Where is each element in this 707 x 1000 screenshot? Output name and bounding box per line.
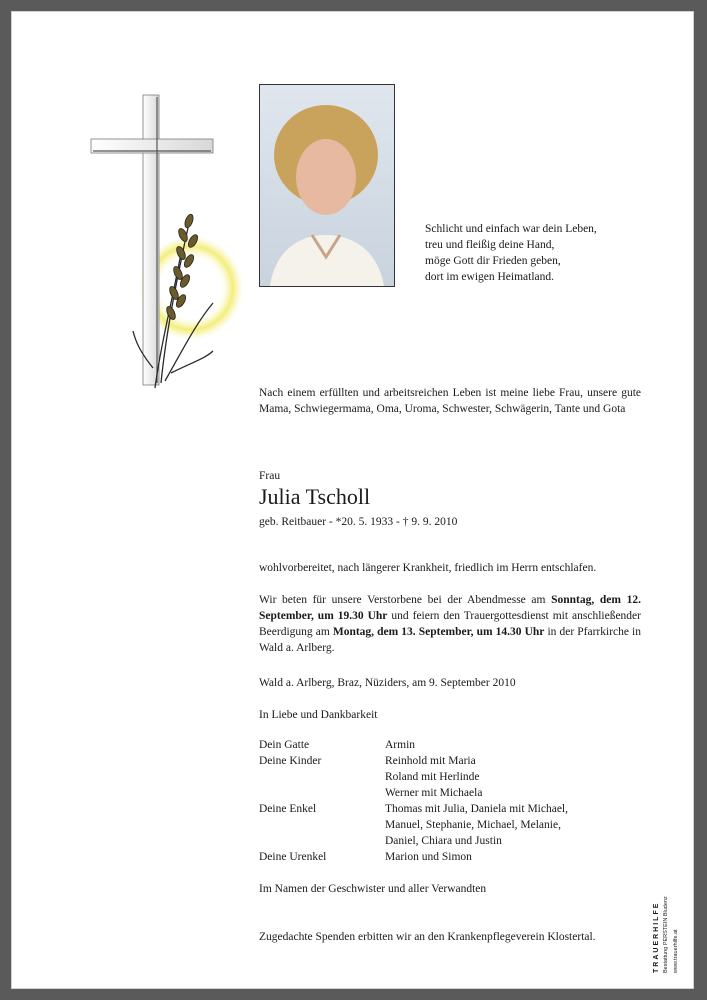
poem-line: treu und fleißig deine Hand, — [425, 239, 555, 251]
family-relation: Deine Kinder — [259, 755, 322, 767]
funeral-home-logo — [651, 879, 687, 975]
poem — [425, 221, 645, 285]
family-name: Reinhold mit Maria — [385, 755, 476, 767]
deceased-name: Julia Tscholl — [259, 484, 371, 509]
family-name: Werner mit Michaela — [385, 787, 483, 799]
mass-date: Sonntag, dem 12. September, um 19.30 Uhr — [259, 594, 641, 622]
closing-line: In Liebe und Dankbarkeit — [259, 709, 378, 721]
poem-line: möge Gott dir Frieden geben, — [425, 255, 561, 267]
poem-line: dort im ewigen Heimatland. — [425, 271, 555, 283]
family-row — [259, 849, 649, 865]
family-names — [385, 753, 649, 801]
intro-text: Nach einem erfüllten und arbeitsreichen Leben ist meine liebe Frau, unsere gute Mama, Schwiegermama, Oma, Uroma, Schwester, Schwägerin, Tante und Gota — [259, 387, 641, 415]
funeral-text: Wir beten für unsere Verstorbene bei der Abendmesse am — [259, 594, 552, 606]
family-list — [259, 737, 649, 865]
logo-title: TRAUERHILFE — [653, 901, 660, 973]
family-row — [259, 801, 649, 849]
funeral-details — [259, 592, 641, 656]
family-name: Marion und Simon — [385, 851, 472, 863]
burial-date: Montag, dem 13. September, um 14.30 Uhr — [332, 626, 545, 638]
family-relation: Deine Enkel — [259, 803, 317, 815]
relatives-line: Im Namen der Geschwister und aller Verwandten — [259, 883, 487, 895]
donation-note: Zugedachte Spenden erbitten wir an den Krankenpflegeverein Klostertal. — [259, 931, 596, 943]
family-relation: Deine Urenkel — [259, 851, 327, 863]
funeral-text: und feiern den Trauergottesdienst mit anschließender Beerdigung am — [259, 610, 641, 638]
family-names — [385, 801, 649, 849]
passing-text: wohlvorbereitet, nach längerer Krankheit, friedlich im Herrn entschlafen. — [259, 562, 597, 574]
place-date: Wald a. Arlberg, Braz, Nüziders, am 9. September 2010 — [259, 677, 516, 689]
family-name: Daniel, Chiara und Justin — [385, 835, 502, 847]
family-row — [259, 737, 649, 753]
family-names — [385, 849, 649, 865]
poem-line: Schlicht und einfach war dein Leben, — [425, 223, 597, 235]
family-names — [385, 737, 649, 753]
life-dates: geb. Reitbauer - *20. 5. 1933 - † 9. 9. 2010 — [259, 516, 458, 528]
cross-wheat-icon — [81, 83, 281, 413]
family-name: Roland mit Herlinde — [385, 771, 480, 783]
family-relation: Dein Gatte — [259, 739, 310, 751]
funeral-text: in der Pfarrkirche in Wald a. Arlberg. — [259, 626, 641, 654]
portrait-photo — [259, 84, 395, 287]
family-name: Thomas mit Julia, Daniela mit Michael, — [385, 803, 569, 815]
logo-subtitle: Bestattung PERSTEIN Bludenz — [663, 896, 669, 973]
family-name: Manuel, Stephanie, Michael, Melanie, — [385, 819, 561, 831]
logo-website: www.trauerhilfe.at — [673, 929, 679, 973]
obituary-card — [11, 11, 694, 989]
family-row — [259, 753, 649, 801]
salutation: Frau — [259, 470, 281, 482]
family-name: Armin — [385, 739, 416, 751]
